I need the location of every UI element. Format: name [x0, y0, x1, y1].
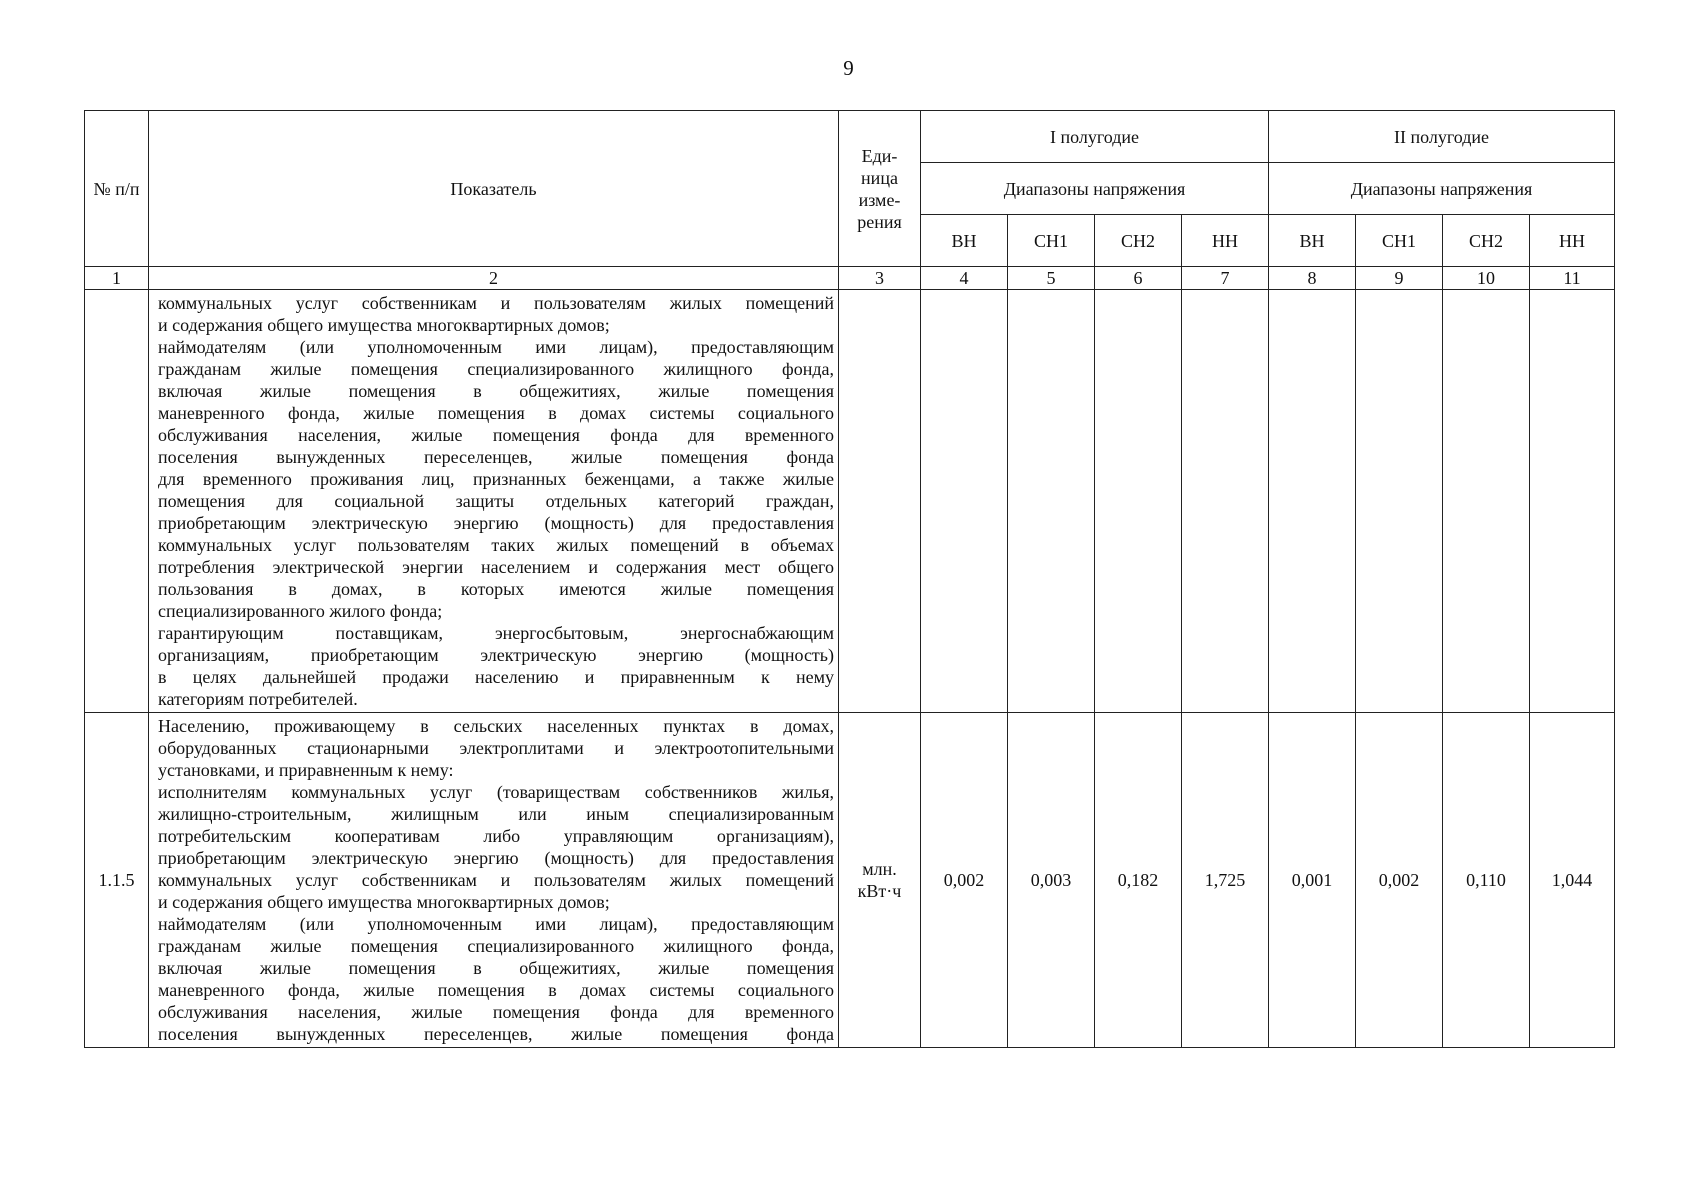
indicator-text-line: коммунальных услуг собственникам и пользователям жилых помещений	[158, 870, 834, 890]
value-cell: 0,110	[1443, 713, 1530, 1048]
column-number: 6	[1095, 267, 1182, 290]
header-unit-line: ница	[861, 167, 898, 188]
header-voltage: СН2	[1095, 215, 1182, 267]
indicator-text-line: пользования в домах, в которых имеются жилые помещения	[158, 579, 834, 599]
page-number: 9	[843, 56, 854, 80]
unit-line: кВт·ч	[857, 881, 902, 901]
indicator-text-line: включая жилые помещения в общежитиях, жилые помещения	[158, 958, 834, 978]
indicator-text-line: обслуживания населения, жилые помещения фонда для временного	[158, 1002, 834, 1022]
table-row	[85, 290, 1615, 713]
value-cell	[1008, 290, 1095, 713]
indicator-text	[149, 290, 839, 713]
indicator-text-line: организациям, приобретающим электрическую энергию (мощность)	[158, 645, 834, 665]
indicator-text-line: Населению, проживающему в сельских населенных пунктах в домах,	[158, 716, 834, 736]
indicator-text-line: обслуживания населения, жилые помещения фонда для временного	[158, 425, 834, 445]
indicator-text-line: маневренного фонда, жилые помещения в домах системы социального	[158, 980, 834, 1000]
indicator-text-line: коммунальных услуг собственникам и пользователям жилых помещений	[158, 293, 834, 313]
value-cell: 0,002	[921, 713, 1008, 1048]
indicator-text-line: гражданам жилые помещения специализированного жилищного фонда,	[158, 936, 834, 956]
indicator-text-line: помещения для социальной защиты отдельных категорий граждан,	[158, 491, 834, 511]
tariff-table	[84, 110, 1615, 1048]
header-voltage: СН1	[1008, 215, 1095, 267]
table-row	[85, 713, 1615, 1048]
indicator-text-line: и содержания общего имущества многоквартирных домов;	[158, 892, 610, 912]
header-voltage: СН1	[1356, 215, 1443, 267]
value-cell	[921, 290, 1008, 713]
header-col-indicator: Показатель	[149, 111, 839, 267]
column-number: 7	[1182, 267, 1269, 290]
header-unit-line: Еди-	[861, 145, 898, 166]
header-unit-line: рения	[857, 211, 902, 232]
value-cell	[1443, 290, 1530, 713]
indicator-text-line: поселения вынужденных переселенцев, жилые помещения фонда	[158, 447, 834, 467]
indicator-text-line: приобретающим электрическую энергию (мощность) для предоставления	[158, 513, 834, 533]
value-cell	[1182, 290, 1269, 713]
header-voltage: ВН	[1269, 215, 1356, 267]
header-voltage: НН	[1182, 215, 1269, 267]
header-ranges-2: Диапазоны напряжения	[1269, 163, 1615, 215]
column-number: 8	[1269, 267, 1356, 290]
value-cell: 0,003	[1008, 713, 1095, 1048]
column-number: 5	[1008, 267, 1095, 290]
value-cell	[1095, 290, 1182, 713]
indicator-text-line: установками, и приравненным к нему:	[158, 760, 454, 780]
indicator-text-line: для временного проживания лиц, признанных беженцами, а также жилые	[158, 469, 834, 489]
indicator-text-line: включая жилые помещения в общежитиях, жилые помещения	[158, 381, 834, 401]
header-col-num: № п/п	[85, 111, 149, 267]
indicator-text-line: в целях дальнейшей продажи населению и приравненным к нему	[158, 667, 834, 687]
indicator-text-line: оборудованных стационарными электроплитами и электроотопительными	[158, 738, 834, 758]
indicator-text-line: категориям потребителей.	[158, 689, 358, 709]
column-number: 11	[1530, 267, 1615, 290]
indicator-text-line: приобретающим электрическую энергию (мощность) для предоставления	[158, 848, 834, 868]
header-half-1: I полугодие	[921, 111, 1269, 163]
indicator-text-line: и содержания общего имущества многоквартирных домов;	[158, 315, 610, 335]
header-voltage: ВН	[921, 215, 1008, 267]
indicator-text-line: коммунальных услуг пользователям таких жилых помещений в объемах	[158, 535, 834, 555]
indicator-text-line: специализированного жилого фонда;	[158, 601, 443, 621]
indicator-text-line: жилищно-строительным, жилищным или иным специализированным	[158, 804, 834, 824]
column-number: 2	[149, 267, 839, 290]
indicator-text-line: исполнителям коммунальных услуг (товариществам собственников жилья,	[158, 782, 834, 802]
column-number: 4	[921, 267, 1008, 290]
indicator-text-line: гарантирующим поставщикам, энергосбытовым, энергоснабжающим	[158, 623, 834, 643]
value-cell: 0,182	[1095, 713, 1182, 1048]
row-number	[85, 290, 149, 713]
column-number: 10	[1443, 267, 1530, 290]
header-unit-line: изме-	[858, 189, 901, 210]
value-cell: 1,725	[1182, 713, 1269, 1048]
header-half-2: II полугодие	[1269, 111, 1615, 163]
header-voltage: НН	[1530, 215, 1615, 267]
indicator-text-line: потребления электрической энергии населением и содержания мест общего	[158, 557, 834, 577]
column-number: 3	[839, 267, 921, 290]
row-number: 1.1.5	[85, 713, 149, 1048]
value-cell	[1269, 290, 1356, 713]
indicator-text-line: маневренного фонда, жилые помещения в домах системы социального	[158, 403, 834, 423]
indicator-text-line: наймодателям (или уполномоченным ими лицам), предоставляющим	[158, 337, 834, 357]
header-col-unit	[839, 111, 921, 267]
indicator-text-line: наймодателям (или уполномоченным ими лицам), предоставляющим	[158, 914, 834, 934]
value-cell: 0,002	[1356, 713, 1443, 1048]
value-cell: 1,044	[1530, 713, 1615, 1048]
unit-line: млн.	[862, 859, 897, 879]
header-ranges-1: Диапазоны напряжения	[921, 163, 1269, 215]
row-unit	[839, 713, 921, 1048]
indicator-text-line: гражданам жилые помещения специализированного жилищного фонда,	[158, 359, 834, 379]
indicator-text-line: потребительским кооперативам либо управляющим организациям),	[158, 826, 834, 846]
header-voltage: СН2	[1443, 215, 1530, 267]
column-number: 9	[1356, 267, 1443, 290]
indicator-text	[149, 713, 839, 1048]
value-cell	[1356, 290, 1443, 713]
value-cell: 0,001	[1269, 713, 1356, 1048]
value-cell	[1530, 290, 1615, 713]
column-number: 1	[85, 267, 149, 290]
indicator-text-line: поселения вынужденных переселенцев, жилые помещения фонда	[158, 1024, 834, 1044]
row-unit	[839, 290, 921, 713]
